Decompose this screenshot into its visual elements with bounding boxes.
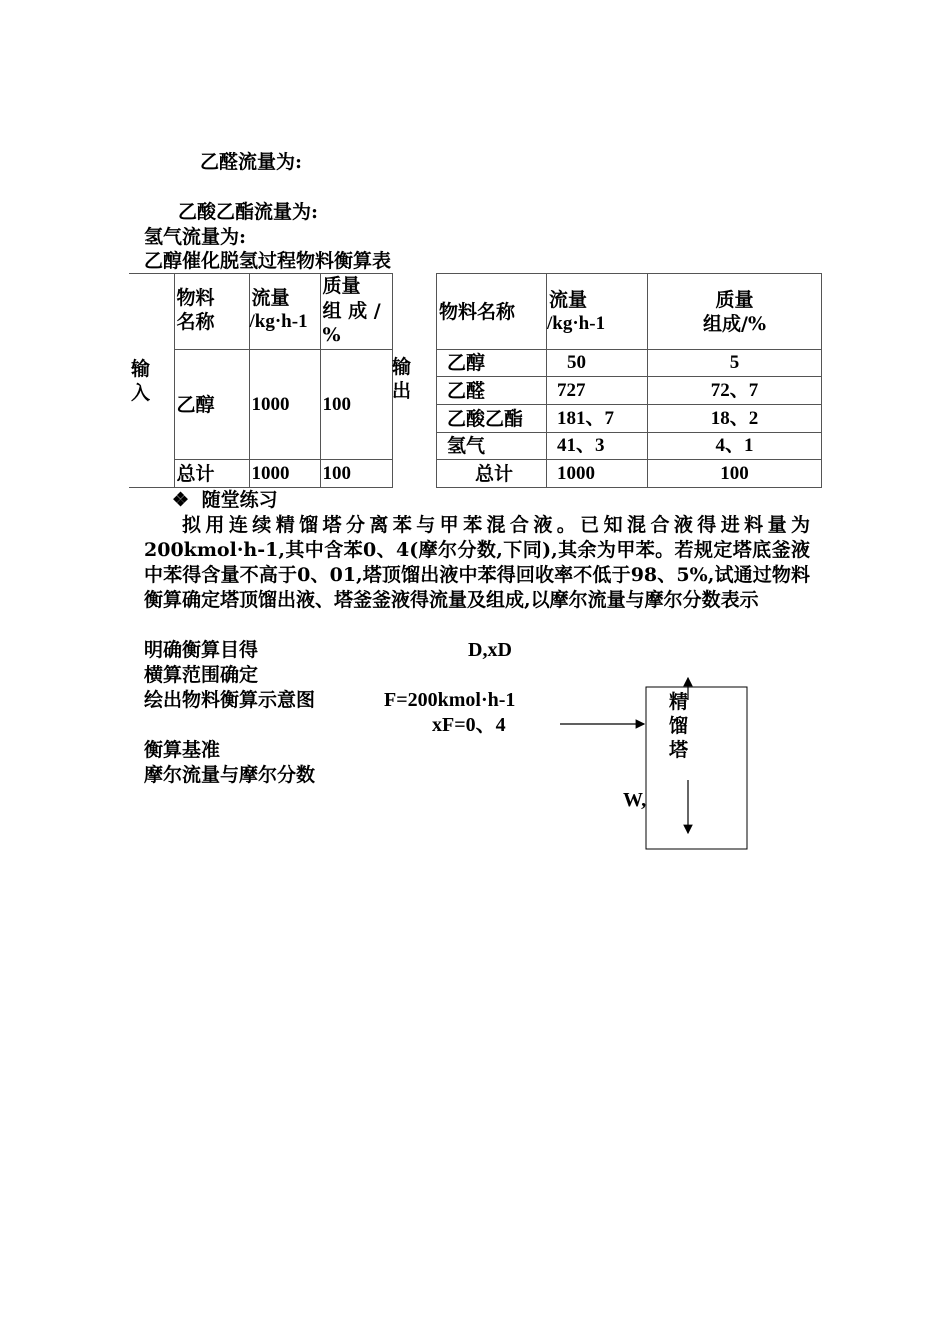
exercise-paragraph: 拟用连续精馏塔分离苯与甲苯混合液。已知混合液得进料量为200kmol·h-1,其中含苯0、4(摩尔分数,下同),其余为甲苯。若规定塔底釜液中苯得含量不高于0、01,塔顶馏出液中苯得回收率不低于98、5%,试通过物料衡算确定塔顶馏出液、塔釜釜液得流量及组成,以摩尔流量与摩尔分数表示 xyxy=(144,514,810,611)
input-row-flow: 1000 xyxy=(249,350,320,460)
step-3: 绘出物料衡算示意图 xyxy=(144,689,316,711)
out-header-comp-b: 组成/% xyxy=(703,312,766,335)
out-row-flow: 181、7 xyxy=(547,405,648,433)
acetaldehyde-flow-line: 乙醛流量为: xyxy=(200,151,303,173)
out-row-comp: 5 xyxy=(648,350,822,377)
step-2: 横算范围确定 xyxy=(144,664,259,686)
step-5: 摩尔流量与摩尔分数 xyxy=(144,764,316,786)
out-row-name: 乙酸乙酯 xyxy=(437,405,547,433)
out-row-name: 氢气 xyxy=(437,433,547,460)
out-row-flow: 41、3 xyxy=(547,433,648,460)
distillate-label: D,xD xyxy=(468,639,512,661)
feed-flow-label: F=200kmol·h-1 xyxy=(384,689,516,711)
input-row-comp: 100 xyxy=(320,350,392,460)
step-1: 明确衡算目得 xyxy=(144,639,259,661)
header-comp-c: % xyxy=(322,324,341,346)
out-total-flow: 1000 xyxy=(547,460,648,488)
distillation-column-box xyxy=(646,687,747,849)
out-row-comp: 4、1 xyxy=(648,433,822,460)
out-row-flow: 50 xyxy=(547,350,648,377)
out-total-comp: 100 xyxy=(648,460,822,488)
header-flow-b: /kg·h-1 xyxy=(249,311,308,332)
out-row-comp: 18、2 xyxy=(648,405,822,433)
bottoms-label: W, xyxy=(623,789,647,811)
diamond-bullet-icon: ❖ xyxy=(172,489,190,511)
out-row-comp: 72、7 xyxy=(648,377,822,405)
input-total-flow: 1000 xyxy=(249,460,320,488)
out-row-name: 乙醇 xyxy=(437,350,547,377)
out-header-comp-a: 质量 xyxy=(715,288,754,311)
input-total-name: 总计 xyxy=(174,460,249,488)
table-title: 乙醇催化脱氢过程物料衡算表 xyxy=(144,250,392,272)
ethyl-acetate-flow-line: 乙酸乙酯流量为: xyxy=(178,201,319,223)
output-label: 输出 xyxy=(392,356,412,402)
exercise-title: 随堂练习 xyxy=(201,489,278,511)
hydrogen-flow-line: 氢气流量为: xyxy=(144,226,247,248)
input-total-comp: 100 xyxy=(320,460,392,488)
input-row-name: 乙醇 xyxy=(174,350,249,460)
header-comp-a: 质量 xyxy=(322,275,361,297)
header-name: 物料名称 xyxy=(176,287,215,333)
header-comp-b: 组 成 / xyxy=(322,300,381,322)
out-header-flow-b: /kg·h-1 xyxy=(547,312,606,334)
out-header-name: 物料名称 xyxy=(437,274,547,350)
out-header-flow-a: 流量 xyxy=(549,288,588,311)
feed-composition-label: xF=0、4 xyxy=(432,714,506,736)
out-row-flow: 727 xyxy=(547,377,648,405)
header-flow-a: 流量 xyxy=(251,287,290,309)
out-total-name: 总计 xyxy=(437,460,547,488)
step-4: 衡算基准 xyxy=(144,739,221,761)
column-label: 精馏塔 xyxy=(669,691,689,761)
out-row-name: 乙醛 xyxy=(437,377,547,405)
input-label: 输入 xyxy=(131,357,151,404)
